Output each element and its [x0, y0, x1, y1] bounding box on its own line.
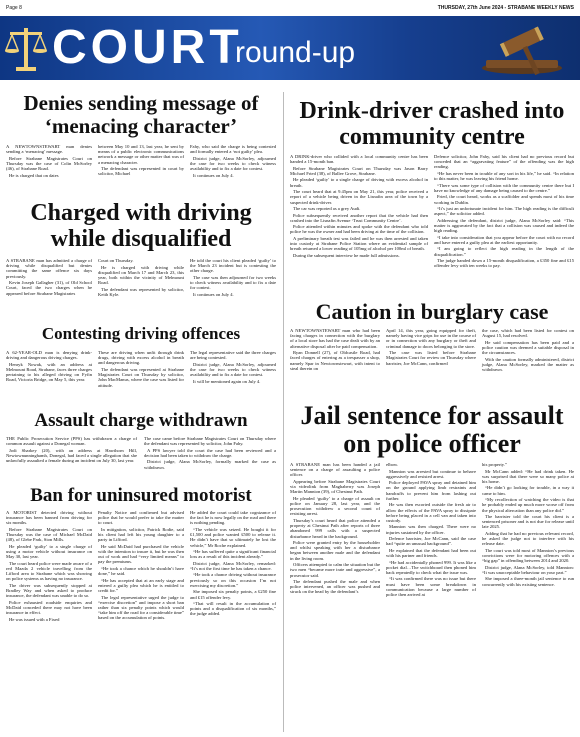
article-caution-col2: [386, 328, 476, 367]
paragraph: He was issued with a Fixed: [9, 616, 60, 622]
article-contesting-col3: [190, 350, 276, 385]
article-contesting-col2: [98, 350, 184, 389]
paragraph: The court was told most of Mannion’s previous convictions were for motoring offences with a “big gap” in offending between 2014 and 2020.: [482, 547, 574, 564]
paragraph: A MOTORIST detected driving without insurance has been banned from driving for six months.: [6, 510, 92, 526]
headline-drink-driver: Drink-driver crashed into community centre: [299, 98, 565, 150]
paragraph: Defence barrister, Joe McCann, said the case had “quite an unusual background”.: [386, 536, 476, 547]
paragraph: District judge, Alana McSorley, formally marked the case as withdrawn.: [144, 459, 276, 470]
gavel-icon: [464, 20, 574, 76]
paragraph: “My recollection of watching the video is that he probably ended up much more worse off from the physical altercation than any police did.”: [482, 497, 574, 513]
article-denies-col3: [190, 144, 276, 179]
paragraph: The case came before Strabane Magistrates Court on Thursday where the defendant was represented by solicitor, John Fahy.: [144, 436, 276, 447]
headline-contesting-driving: Contesting driving offences: [41, 324, 241, 343]
headline-jail-sentence: Jail sentence for assault on police officer: [300, 401, 564, 458]
article-charged-col1: [6, 258, 92, 297]
paragraph: District judge, Alana McSorley, remarked: “It’s not the first time he has taken a chance.: [190, 560, 276, 571]
headline-caution-burglary: Caution in burglary case: [315, 299, 549, 324]
paragraph: The case was listed before Strabane Magistrates Court for review on Thursday where barrister, Joe McCann, confirmed: [386, 350, 476, 366]
paragraph: These are driving when unfit through drink drugs, driving with excess alcohol in breath and dangerous driving.: [98, 350, 184, 366]
paragraph: Mannion was arrested but continue to behave aggressively and resisted arrest.: [386, 468, 476, 479]
banner-roundup-word: round-up: [235, 36, 356, 69]
paragraph: THE Public Prosecution Service (PPS) has withdrawn a charge of common assault against a Donegal woman.: [6, 436, 137, 447]
paragraph: Fried, the court heard, works as a scaffolder and spends most of his time working in Dublin.: [434, 194, 574, 205]
paragraph: “He took a chance driving without insurance previously so on this occasion I’m not exercising my discretion.”: [190, 572, 276, 588]
paragraph: A PPS lawyer told the court the case had been reviewed and a decision had been taken to withdraw the charge.: [144, 447, 276, 458]
article-uninsured-col2: [98, 510, 184, 622]
paragraph: “The vehicle was seized. He bought it for £1,500 and police wanted £500 to release it. He didn’t have that so ultimately he lost the vehicle,” Mr Roche explained.: [190, 526, 276, 548]
paragraph: He was then escorted outside the fresh air to allow the effects of the PAVA spray to dissipate before being placed in a cell van and taken into custody.: [386, 502, 476, 523]
article-assault-withdrawn-col1: [6, 436, 137, 465]
paragraph: Thursday’s court heard that police attended a property at Chestnut Path after reports of three abandoned 999 calls with a suspected disturbance heard in the background.: [290, 517, 380, 539]
paragraph: It continues on July 4.: [193, 291, 234, 297]
page-header: [6, 3, 574, 13]
paragraph: The case was then adjourned for two weeks to check witness availability and to fix a date for contest.: [190, 274, 276, 291]
article-uninsured-col3: [190, 510, 276, 618]
paragraph: A STRABANE man has been handed a jail sentence on a charge of assaulting a police officer.: [290, 462, 380, 478]
article-contesting-col1: [6, 350, 92, 384]
paragraph: Court on Thursday.: [98, 258, 134, 263]
paragraph: Police were granted entry by the householder and whilst speaking with her a disturbance began between another male and the defendant in the living room.: [290, 540, 380, 561]
paragraph: Before Strabane Magistrates Court on Thursday was the case of Colin McSorley (46), of Strabane Road.: [6, 155, 92, 172]
article-uninsured-col1: [6, 510, 92, 623]
paragraph: Fahy, who said the charge is being contested and formally entered a ‘not guilty’ plea.: [190, 144, 276, 155]
paragraph: “He took a chance which he shouldn’t have done,” he said.: [98, 565, 184, 577]
paragraph: “He had accidentally phoned 999. It was like a pocket dial…The switchboard then phoned him back repeatedly to check what the issue was.: [386, 559, 476, 575]
article-jail-col3: [482, 462, 574, 588]
paragraph: his property.”: [482, 462, 507, 467]
paragraph: The driver was subsequently stopped at Bradley Way and when asked to produce insurance, the defendant was unable to do so.: [6, 582, 92, 599]
paragraph: During the subsequent interview he made full admissions.: [293, 252, 400, 258]
paragraph: The car was reported as a grey Audi.: [293, 206, 361, 212]
paragraph: Mannion was then charged. There were no injuries sustained by the officer.: [386, 524, 476, 535]
paragraph: Ryan Donnell (27), of Oldcastle Road, had faced charges of entering as a trespasser a shop, namely Spar in Newtownstewart, with intent to steal therein on: [290, 350, 380, 371]
article-drink-driver-col2: [434, 154, 574, 270]
paragraph: He told the court his client pleaded ‘guilty’ to the March 23 incident but is contesting the other charge.: [190, 258, 276, 274]
article-drink-driver-col1: [290, 154, 428, 259]
paragraph: A NEWTOWNSTEWART man who had been facing charges in connection with the burglary of a local store has had the case dealt with by an alternative disposal after he paid compensation.: [290, 328, 380, 349]
paragraph: The legal representative urged the judge to “exercise discretion” and impose a short ban rather than six penalty points which would “take him off the road for a considerable time” based on the accumulation of points.: [98, 594, 184, 621]
paragraph: Appearing before Strabane Magistrates Court via videolink from Maghaberry was Joseph Martin Mannion (39), of Chestnut Path.: [290, 478, 380, 495]
paragraph: He said McDaid had purchased the vehicle with the intention to insure it, but he was then out of work and had “very limited means” to pay the premiums.: [98, 543, 184, 565]
headline-charged-disqualified: Charged with driving while disqualified: [30, 200, 252, 252]
paragraph: A 62-YEAR-OLD man is denying drink-driving and dangerous driving charges.: [6, 350, 92, 361]
paragraph: In mitigation, solicitor, Patrick Rodie, said his client had left his young daughter to a party in Lifford.: [98, 526, 184, 543]
paragraph: A NEWTOWNSTEWART man denies sending a ‘menacing’ message.: [6, 144, 92, 155]
paragraph: Before Strabane Magistrates Court on Thursday was Jason Barry Michael Fried (38), of Ballee Grove, Strabane.: [290, 165, 428, 176]
headline-denies-message: Denies sending message of ‘menacing character’: [23, 91, 259, 138]
paragraph: The court heard that at 9.45pm on May 21, this year, police received a report of a vehicle being driven in the Lisnafin area of the town by a suspected drink-driver.: [290, 189, 428, 205]
paragraph: The defendant pushed the male and when police intervened, an officer was pushed and struck on the head by the defendant’s: [290, 579, 380, 595]
paragraph: Defence solicitor, John Fahy, said his client had no previous record but conceded that an “aggravating feature” of the offending was the high reading.: [434, 154, 574, 170]
article-caution-col3: [482, 328, 574, 374]
paragraph: Jodi Sharkey (20), with an address at Hawthorn Hill, Newtownunninghamh, Donegal, had faced a single allegation that she unlawfully assaulted a female during an incident on July 30, last year.: [6, 447, 137, 464]
paragraph: “I take into consideration that you appear before the court with no record and have entered a guilty plea at the earliest opportunity.: [434, 234, 574, 245]
paragraph: District judge, Alana McSorley, told Mannion: “It was unacceptable behaviour on your part.”: [482, 564, 574, 575]
paragraph: District judge, Alana McSorley, adjourned the case for two weeks to check witness availability and to fix a date for contest.: [190, 361, 276, 378]
paragraph: He is charged with driving while disqualified on March 17 and March 23, this year, both within the vicinity of Melmount Road.: [98, 264, 184, 286]
banner-court-word: COURT: [52, 21, 243, 74]
paragraph: She imposed a three-month jail sentence to run concurrently with his existing sentence.: [482, 576, 574, 587]
paragraph: “It’s just an unfortunate incident for him. The high reading is the difficult aspect,” the solicitor added.: [434, 206, 574, 217]
paragraph: Adding that he had no previous relevant record, he asked the judge not to interfere with his release date.: [482, 530, 574, 547]
paragraph: “That will result in the accumulation of points and a disqualification of six months,” the judge added.: [190, 601, 276, 617]
paragraph: He added the court could take cognizance of the fact he is now legally on the road and there is nothing pending.: [190, 510, 276, 526]
paragraph: April 14, this year, going equipped for theft, namely having vice grips for use in the course of or in connection with any burglary or theft and criminal damage to doors belonging to the store.: [386, 328, 476, 349]
article-charged-col3: [190, 258, 276, 298]
paragraph: Before Strabane Magistrates Court on Thursday was the case of Michael McDaid (48), of Glebe Park, Sion Mills.: [6, 526, 92, 543]
paragraph: between May 10 and 13, last year, he sent by means of a public electronic communications network a message or other matter that was of a menacing character.: [98, 144, 184, 165]
paragraph: “It was confirmed there was no issue but there must have been some breakdown in communication because a large number of police then arrived at: [386, 576, 476, 598]
paragraph: A preliminary breath test was failed and he was then arrested and taken into custody at Strabane Police Station where an evidential sample of breath returned a lower reading of 105mg of alcohol per 100ml of breath.: [290, 235, 428, 252]
column-divider: [283, 92, 284, 732]
paragraph: A DRINK-driver who collided with a local community centre has been handed a 15-month ban.: [290, 154, 428, 165]
paragraph: Henryk Nowak, with an address at Melmount Road, Strabane, faces three charges pertaining to his alleged driving on Fyfin Road, Victoria Bridge, on May 5, this year.: [6, 361, 92, 383]
article-denies-col2: [98, 144, 184, 178]
paragraph: “He has never been in trouble of any sort in his life,” he said. “In relation to this matter, he was leaving his friend home.: [434, 170, 574, 182]
paragraph: Police exhausted roadside enquiries and McDaid conceded there may not have been insurance in effect.: [6, 599, 92, 616]
paragraph: “He has suffered quite a significant financial loss as a result of this incident already.”: [190, 549, 276, 560]
paragraph: Mr McCann added: “He had drink taken. He was surprised that there were so many police at his home.: [482, 468, 574, 484]
paragraph: The defendant was represented in court by solicitor, Michael: [98, 166, 184, 177]
headline-assault-withdrawn: Assault charge withdrawn: [34, 410, 248, 431]
article-denies-col1: [6, 144, 92, 179]
issue-dateline: THURSDAY, 27th June 2024 - STRABANE WEEKLY NEWS: [437, 5, 574, 11]
article-jail-col1: [290, 462, 380, 596]
paragraph: “He has accepted that at an early stage and entered a guilty plea which he is entitled to credit for.”: [98, 577, 184, 594]
paragraph: Penalty Notice and confirmed but advised police that he would prefer to take the matter to court.: [98, 510, 184, 526]
paragraph: The defendant was represented at Strabane Magistrates Court on Thursday by solicitor, John MacManus, where the case was listed for attitude.: [98, 366, 184, 388]
paragraph: He pleaded ‘guilty’ to a single charge of using a motor vehicle without insurance on May 30, last year.: [6, 543, 92, 560]
paragraph: The judge handed down a 15-month disqualification, a £350 fine and £15 offender levy with ten weeks to pay.: [434, 258, 574, 269]
paragraph: The barrister told the court his client is a sentenced prisoner and is not due for release until late 2025.: [482, 514, 574, 530]
paragraph: A STRABANE man has admitted a charge of driving while disqualified but denies committing the same offence six days previously.: [6, 258, 92, 279]
paragraph: With the caution formally administered, district judge, Alana McSorley, marked the matter as withdrawn.: [482, 356, 574, 373]
paragraph: He is charged that on dates: [9, 172, 59, 178]
paragraph: “There was some type of collision with the community centre there but I have no knowledge of any damage being caused to the centre.”: [434, 182, 574, 193]
paragraph: Police attended within minutes and spoke with the defendant who told police he was the owner and had been driving at the time of the collision.: [290, 224, 428, 235]
scales-of-justice-icon: [4, 22, 48, 74]
paragraph: He pleaded ‘guilty’ to a charge of assault on police on January 28, last year, and the prosecution withdrew a second count of resisting arrest.: [290, 495, 380, 517]
page-number: Page 8: [6, 5, 22, 11]
article-jail-col2: [386, 462, 476, 599]
paragraph: District judge, Alana McSorley, adjourned the case for two weeks to check witness availability and to fix a date for contest.: [190, 155, 276, 172]
paragraph: Addressing the defendant, district judge, Alana McSorley said: “This matter is aggravated by the fact that a collision was caused and indeed the high reading.: [434, 217, 574, 234]
court-roundup-banner: [0, 16, 580, 80]
paragraph: “He didn’t go looking for trouble, in a way it came to him.: [482, 485, 574, 496]
paragraph: elbow.: [386, 462, 399, 467]
headline-uninsured-motorist: Ban for uninsured motorist: [30, 485, 252, 506]
paragraph: “I am going to reflect the high reading in the length of the disqualification.”: [434, 246, 574, 257]
paragraph: The defendant was represented by solicitor, Keith Kyle.: [98, 286, 184, 297]
paragraph: He pleaded ‘guilty’ to a single charge of driving with excess alcohol in breath.: [290, 177, 428, 188]
article-charged-col2: [98, 258, 184, 298]
paragraph: Kevin Joseph Gallagher (31), of Old School Court, faced the two charges when he appeared before Strabane Magistrates: [6, 280, 92, 296]
paragraph: the case, which had been listed for contest on August 15, had resolved.: [482, 328, 574, 339]
paragraph: The court heard police were made aware of a red Mazda 2 vehicle travelling from the Lifford area to Strabane which was showing on police systems as having no insurance.: [6, 560, 92, 582]
paragraph: Police subsequently received another report that the vehicle had then crashed into the Lisnafin Avenue ‘Trust Community Centre’.: [290, 212, 428, 223]
paragraph: He said compensation has been paid and a police caution was deemed a suitable disposal in the circumstances.: [482, 339, 574, 356]
paragraph: The legal representative said the three charges are being contested.: [190, 350, 276, 361]
article-assault-withdrawn-col2: [144, 436, 276, 471]
paragraph: It continues on July 4.: [193, 172, 234, 178]
article-caution-col1: [290, 328, 380, 372]
paragraph: She imposed six penalty points, a £250 fine and £15 offender levy.: [190, 589, 276, 600]
paragraph: He explained that the defendant had been out with his partner and friends.: [386, 547, 476, 559]
paragraph: It will be mentioned again on July 4.: [193, 378, 261, 384]
paragraph: Police deployed PAVA spray and detained him on the ground applying limb restraints and handcuffs to prevent him from lashing out further.: [386, 480, 476, 501]
paragraph: Officers attempted to calm the situation but the two men “became more irate and aggressive”, a prosecutor said.: [290, 562, 380, 578]
